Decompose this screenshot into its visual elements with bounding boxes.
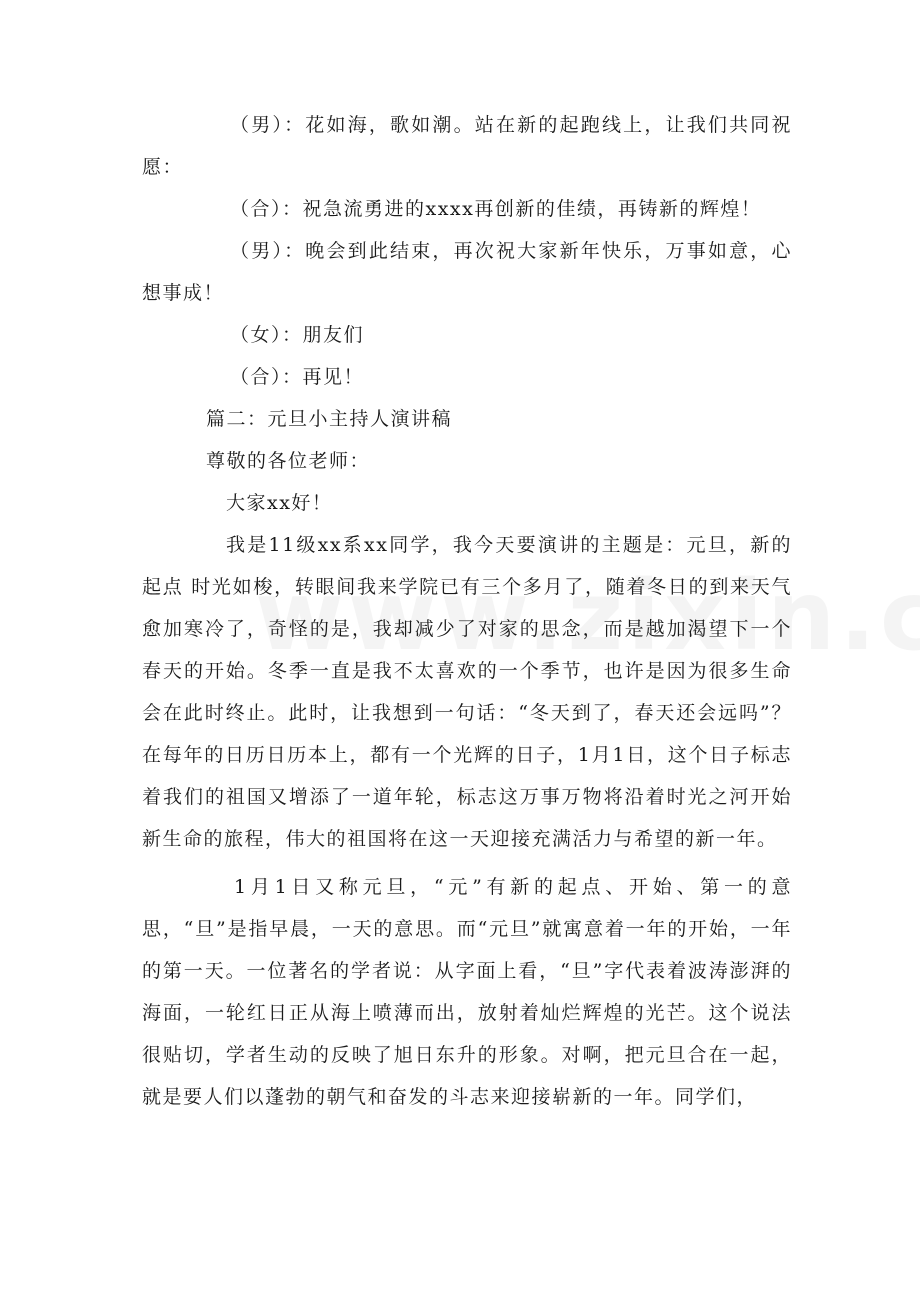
paragraph-speech-intro: 我是11级xx系xx同学，我今天要演讲的主题是：元旦，新的起点 时光如梭，转眼间我来学院已有三个多月了，随着冬日的到来天气愈加寒冷了，奇怪的是，我却减少了对家的思念，而是越加渴望下一个春天的开始。冬季一直是我不太喜欢的一个季节，也许是因为很多生命会在此时终止。此时，让我想到一句话：“冬天到了，春天还会远吗”？在每年的日历日历本上，都有一个光辉的日子，1月1日，这个日子标志着我们的祖国又增添了一道年轮，标志这万事万物将沿着时光之河开始新生命的旅程，伟大的祖国将在这一天迎接充满活力与希望的新一年。	[142, 534, 792, 850]
paragraph-male-blessing: （男）：花如海，歌如潮。站在新的起跑线上，让我们共同祝愿：	[142, 114, 792, 178]
paragraph-together-goodbye: （合）：再见！	[230, 366, 365, 388]
paragraph-together-wish: （合）：祝急流勇进的xxxx再创新的佳绩，再铸新的辉煌！	[230, 198, 762, 220]
section-heading: 篇二：元旦小主持人演讲稿	[206, 408, 453, 430]
paragraph-female-friends: （女）：朋友们	[230, 324, 365, 346]
paragraph-male-closing: （男）：晚会到此结束，再次祝大家新年快乐，万事如意，心想事成！	[142, 240, 792, 304]
document-body	[142, 104, 792, 1118]
greeting: 大家xx好！	[226, 492, 333, 514]
salutation: 尊敬的各位老师：	[206, 450, 371, 472]
paragraph-new-year-meaning: 1月1日又称元旦，“元”有新的起点、开始、第一的意思，“旦”是指早晨，一天的意思。而“元旦”就寓意着一年的开始，一年的第一天。一位著名的学者说：从字面上看，“旦”字代表着波涛澎湃的海面，一轮红日正从海上喷薄而出，放射着灿烂辉煌的光芒。这个说法很贴切，学者生动的反映了旭日东升的形象。对啊，把元旦合在一起，就是要人们以蓬勃的朝气和奋发的斗志来迎接崭新的一年。同学们，	[142, 876, 792, 1108]
